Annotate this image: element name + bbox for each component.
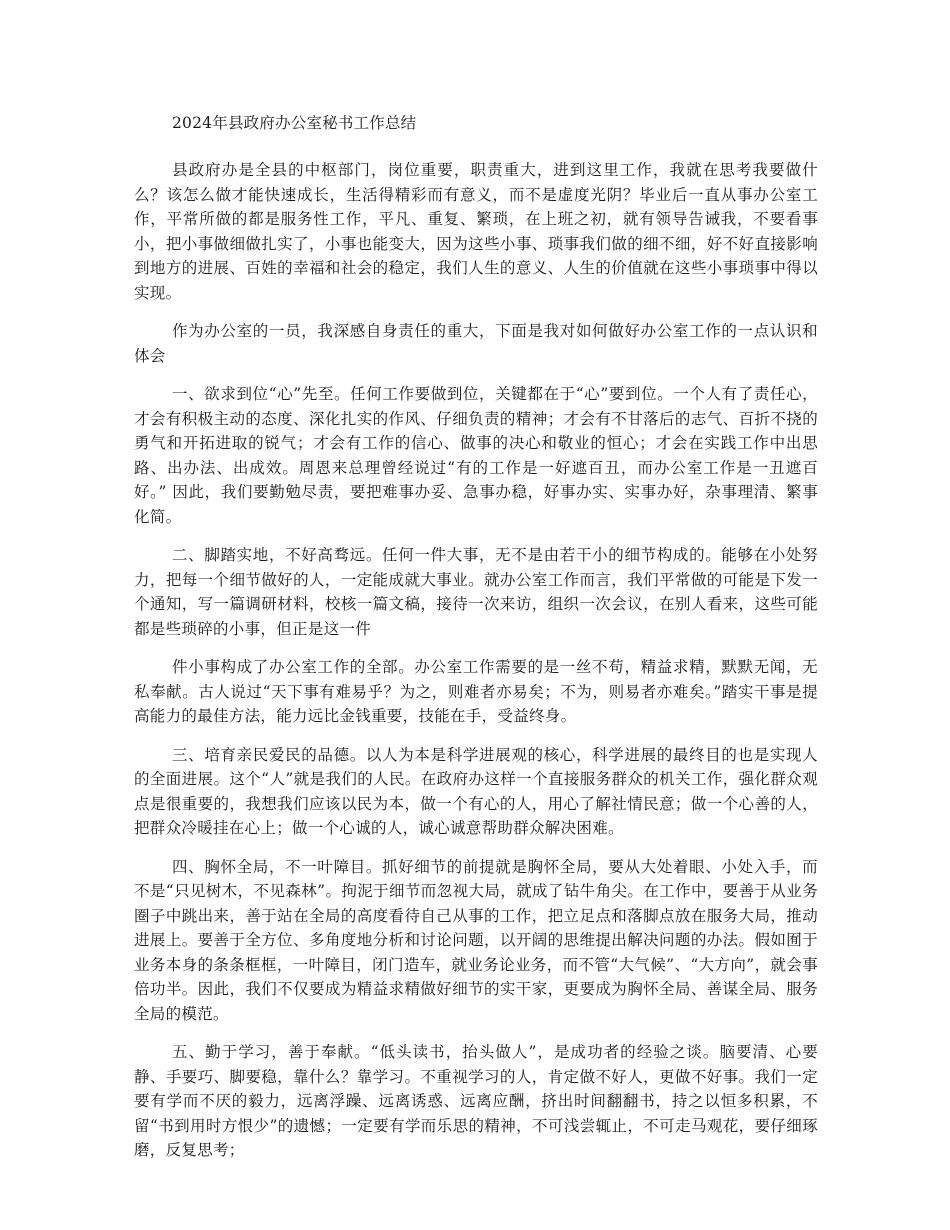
- paragraph-section-1: 一、欲求到位“心”先至。任何工作要做到位，关键都在于“心”要到位。一个人有了责任心，才会有积极主动的态度、深化扎实的作风、仔细负责的精神；才会有不甘落后的志气、百折不挠的勇气和开拓进取的锐气；才会有工作的信心、做事的决心和敬业的恒心；才会在实践工作中出思路、出办法、出成效。周恩来总理曾经说过“有的工作是一好遮百丑，而办公室工作是一丑遮百好。” 因此，我们要勤勉尽责，要把难事办妥、急事办稳，好事办实、实事办好，杂事理清、繁事化简。: [134, 385, 818, 526]
- paragraph-section-3: 三、培育亲民爱民的品德。以人为本是科学进展观的核心，科学进展的最终目的也是实现人的全面进展。这个“人”就是我们的人民。在政府办这样一个直接服务群众的机关工作，强化群众观点是很重要的，我想我们应该以民为本，做一个有心的人，用心了解社情民意；做一个心善的人，把群众冷暖挂在心上；做一个心诚的人，诚心诚意帮助群众解决困难。: [134, 745, 818, 837]
- paragraph-section-2: 二、脚踏实地，不好高骛远。任何一件大事，无不是由若干小的细节构成的。能够在小处努力，把每一个细节做好的人，一定能成就大事业。就办公室工作而言，我们平常做的可能是下发一个通知，写一篇调研材料，校核一篇文稿，接待一次来访，组织一次会议，在别人看来，这些可能都是些琐碎的小事，但正是这一件: [134, 546, 818, 638]
- paragraph-section-2-continued: 件小事构成了办公室工作的全部。办公室工作需要的是一丝不苟，精益求精，默默无闻，无私奉献。古人说过“天下事有难易乎？为之，则难者亦易矣；不为，则易者亦难矣。”踏实干事是提高能力的最佳方法，能力远比金钱重要，技能在手，受益终身。: [134, 658, 818, 725]
- paragraph-preface: 作为办公室的一员，我深感自身责任的重大，下面是我对如何做好办公室工作的一点认识和体会: [134, 322, 818, 365]
- paragraph-section-4: 四、胸怀全局，不一叶障目。抓好细节的前提就是胸怀全局，要从大处着眼、小处入手，而不是“只见树木，不见森林”。拘泥于细节而忽视大局，就成了钻牛角尖。在工作中，要善于从业务圈子中跳出来，善于站在全局的高度看待自己从事的工作，把立足点和落脚点放在服务大局，推动进展上。要善于全方位、多角度地分析和讨论问题，以开阔的思维提出解决问题的办法。假如囿于业务本身的条条框框，一叶障目，闭门造车，就业务论业务，而不管“大气候”、“大方向”，就会事倍功半。因此，我们不仅要成为精益求精做好细节的实干家，更要成为胸怀全局、善谋全局、服务全局的模范。: [134, 857, 818, 1023]
- document-title: 2024年县政府办公室秘书工作总结: [172, 114, 417, 132]
- paragraph-intro: 县政府办是全县的中枢部门，岗位重要，职责重大，进到这里工作，我就在思考我要做什么？该怎么做才能快速成长，生活得精彩而有意义，而不是虚度光阴？毕业后一直从事办公室工作，平常所做的都是服务性工作，平凡、重复、繁琐，在上班之初，就有领导告诫我，不要看事小，把小事做细做扎实了，小事也能变大，因为这些小事、琐事我们做的细不细，好不好直接影响到地方的进展、百姓的幸福和社会的稳定，我们人生的意义、人生的价值就在这些小事琐事中得以实现。: [134, 161, 818, 302]
- document-page: [134, 110, 818, 1177]
- paragraph-section-5: 五、勤于学习，善于奉献。“低头读书，抬头做人”，是成功者的经验之谈。脑要清、心要静、手要巧、脚要稳，靠什么？靠学习。不重视学习的人，肯定做不好人，更做不好事。我们一定要有学而不厌的毅力，远离浮躁、远离诱惑、远离应酬，挤出时间翻翻书，持之以恒多积累，不留“书到用时方恨少”的遗憾；一定要有学而乐思的精神，不可浅尝辄止，不可走马观花，要仔细琢磨，反复思考；: [134, 1043, 818, 1159]
